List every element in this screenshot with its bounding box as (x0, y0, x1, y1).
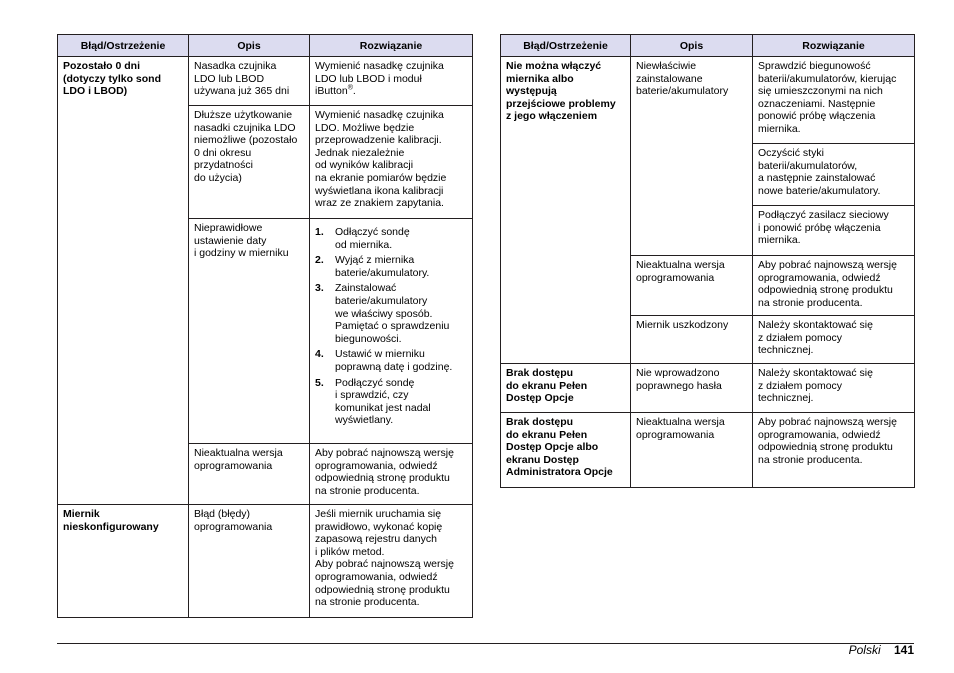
table-row (501, 57, 915, 144)
list-item: 3. Zainstalować baterie/akumulatory we właściwy sposób. Pamiętać o sprawdzeniu biegunowości. (315, 282, 450, 345)
table-row (501, 364, 915, 413)
description-cell: Błąd (błędy) oprogramowania (189, 505, 310, 618)
footer-divider (57, 643, 914, 644)
page-number: 141 (893, 643, 914, 657)
table-row (58, 57, 473, 106)
steps-list (315, 226, 467, 427)
list-item: 5. Podłączyć sondę i sprawdzić, czy komunikat jest nadal wyświetlany. (315, 376, 431, 427)
description-cell: Nieaktualna wersja oprogramowania (189, 444, 310, 505)
solution-cell: Aby pobrać najnowszą wersję oprogramowania, odwiedź odpowiednią stronę produktu na stronie producenta. (753, 413, 915, 488)
solution-cell: Aby pobrać najnowszą wersję oprogramowania, odwiedź odpowiednią stronę produktu na stronie producenta. (310, 444, 473, 505)
description-cell: Miernik uszkodzony (631, 316, 753, 364)
solution-cell: Aby pobrać najnowszą wersję oprogramowania, odwiedź odpowiednią stronę produktu na stronie producenta. (753, 256, 915, 316)
header-description: Opis (189, 35, 310, 57)
header-error: Błąd/Ostrzeżenie (501, 35, 631, 57)
description-cell: Nasadka czujnika LDO lub LBOD używana już 365 dni (189, 57, 310, 106)
right-troubleshooting-table (500, 34, 915, 488)
list-item: 1. Odłączyć sondę od miernika. (315, 226, 410, 251)
solution-cell: Sprawdzić biegunowość baterii/akumulatorów, kierując się umieszczonymi na nich oznaczeniami. Następnie ponowić próbę włączenia miernika. (753, 57, 915, 144)
solution-cell: Wymienić nasadkę czujnika LDO. Możliwe będzie przeprowadzenie kalibracji. Jednak niezależnie od wyników kalibracji na ekranie pomiarów będzie wyświetlana ikona kalibracji wraz ze znakiem zapytania. (310, 106, 473, 219)
description-cell: Nieaktualna wersja oprogramowania (631, 256, 753, 316)
table-row (58, 505, 473, 618)
solution-cell: Oczyścić styki baterii/akumulatorów, a następnie zainstalować nowe baterie/akumulatory. (753, 144, 915, 206)
page-footer (849, 642, 914, 658)
solution-cell: Należy skontaktować się z działem pomocy technicznej. (753, 316, 915, 364)
error-cell: Nie można włączyć miernika albo występują przejściowe problemy z jego włączeniem (501, 57, 631, 364)
solution-cell (310, 219, 473, 444)
header-description: Opis (631, 35, 753, 57)
header-solution: Rozwiązanie (753, 35, 915, 57)
description-cell: Niewłaściwie zainstalowane baterie/akumulatory (631, 57, 753, 256)
solution-cell: Jeśli miernik uruchamia się prawidłowo, wykonać kopię zapasową rejestru danych i plików metod. Aby pobrać najnowszą wersję oprogramowania, odwiedź odpowiednią stronę produktu na stronie producenta. (310, 505, 473, 618)
error-cell: Brak dostępu do ekranu Pełen Dostęp Opcje albo ekranu Dostęp Administratora Opcje (501, 413, 631, 488)
header-solution: Rozwiązanie (310, 35, 473, 57)
description-cell: Dłuższe użytkowanie nasadki czujnika LDO niemożliwe (pozostało 0 dni okresu przydatności do użycia) (189, 106, 310, 219)
error-cell: Pozostało 0 dni (dotyczy tylko sond LDO i LBOD) (58, 57, 189, 505)
table-header-row (58, 35, 473, 57)
left-troubleshooting-table (57, 34, 473, 618)
solution-cell: Wymienić nasadkę czujnika LDO lub LBOD i moduł iButton®. (310, 57, 473, 106)
footer-language: Polski (848, 643, 881, 657)
solution-cell: Należy skontaktować się z działem pomocy technicznej. (753, 364, 915, 413)
error-cell: Miernik nieskonfigurowany (58, 505, 189, 618)
description-cell: Nieprawidłowe ustawienie daty i godziny w mierniku (189, 219, 310, 444)
list-item: 4. Ustawić w mierniku poprawną datę i godzinę. (315, 348, 453, 373)
solution-cell: Podłączyć zasilacz sieciowy i ponowić próbę włączenia miernika. (753, 206, 915, 256)
list-item: 2. Wyjąć z miernika baterie/akumulatory. (315, 254, 430, 279)
table-header-row (501, 35, 915, 57)
description-cell: Nieaktualna wersja oprogramowania (631, 413, 753, 488)
table-row (501, 413, 915, 488)
description-cell: Nie wprowadzono poprawnego hasła (631, 364, 753, 413)
header-error: Błąd/Ostrzeżenie (58, 35, 189, 57)
error-cell: Brak dostępu do ekranu Pełen Dostęp Opcje (501, 364, 631, 413)
